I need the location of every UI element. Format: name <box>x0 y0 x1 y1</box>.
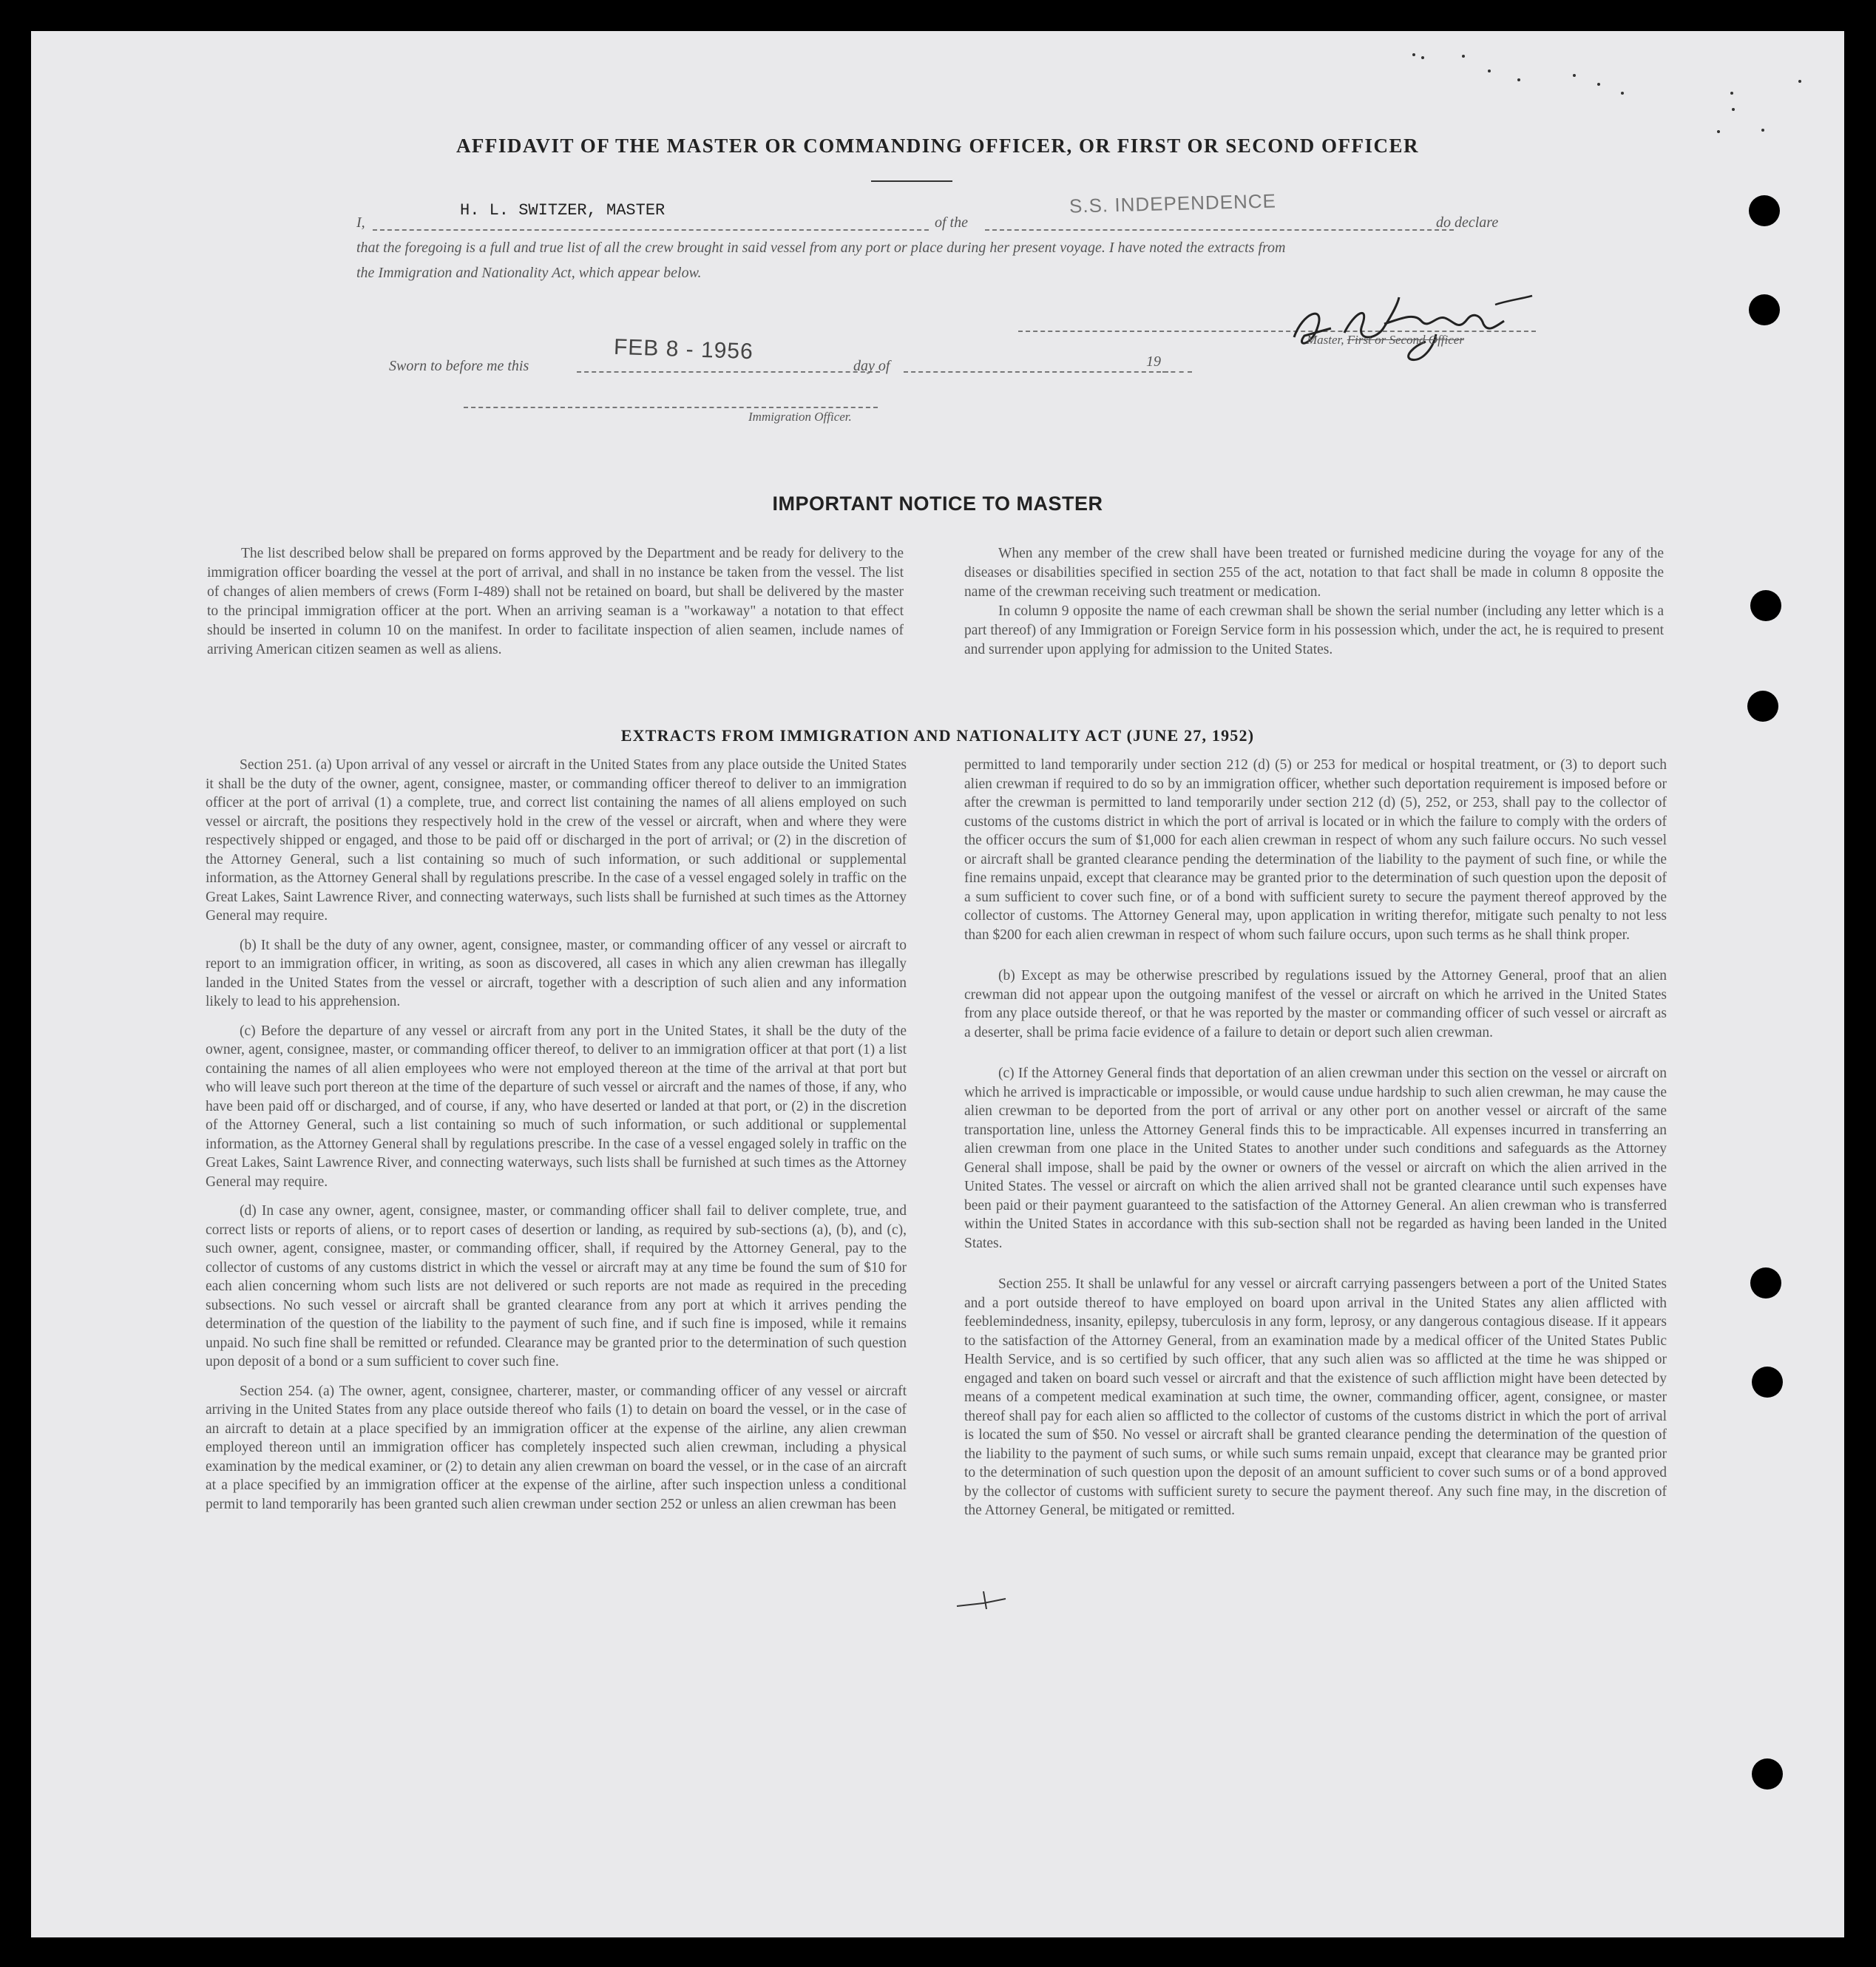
year-blank-line <box>1162 371 1192 373</box>
punch-hole <box>1752 1758 1783 1790</box>
master-name: H. L. SWITZER, MASTER <box>460 201 666 220</box>
section-251-b: (b) It shall be the duty of any owner, agent, consignee, master, or commanding officer of any vessel or aircraft to report to an immigration officer, in writing, as soon as discovered, all cases in which any alien crewman has illegally landed in the United States from the vessel or aircraft, together with a description of such alien and any information likely to lead to his apprehension. <box>206 937 907 1009</box>
section-251-a: Section 251. (a) Upon arrival of any vessel or aircraft in the United States from any place outside the United States it shall be the duty of the owner, agent, consignee, master, or commanding officer thereof to deliver to an immigration officer at the port of arrival (1) a complete, true, and correct list containing the names of all aliens employed on such vessel or aircraft, the positions they respectively hold in the crew of the vessel or aircraft, when and where they were respectively shipped or engaged, and those to be paid off or discharged in the port of arrival; or (2) in the discretion of the Attorney General, such a list containing so much of such information, or such additional or supplemental information, as the Attorney General shall by regulations prescribe. In the case of a vessel engaged solely in traffic on the Great Lakes, Saint Lawrence River, and connecting waterways, such lists shall be furnished at such times as the Attorney General may require. <box>206 757 907 924</box>
speck <box>1798 80 1801 83</box>
extracts-right-column <box>964 756 1667 1531</box>
day-of-label: day of <box>853 358 890 374</box>
name-blank-line <box>373 229 929 231</box>
month-blank-line <box>904 371 1168 373</box>
speck <box>1717 130 1720 133</box>
extracts-title: EXTRACTS FROM IMMIGRATION AND NATIONALITY ACT (JUNE 27, 1952) <box>620 726 1255 745</box>
speck <box>1730 92 1733 95</box>
signer-caption-struck: First or Second Officer <box>1347 333 1464 347</box>
punch-hole <box>1749 294 1780 325</box>
speck <box>1421 56 1424 59</box>
document-page <box>31 31 1844 1937</box>
title-underline <box>871 180 952 182</box>
signer-caption <box>1307 333 1464 348</box>
speck <box>1597 83 1600 86</box>
punch-hole <box>1750 590 1781 621</box>
speck <box>1573 74 1576 77</box>
notice-right-column <box>964 544 1664 660</box>
section-255: Section 255. It shall be unlawful for any vessel or aircraft carrying passengers between a port of the United States and a port outside thereof to have employed on board upon arrival in the United States any alien afflicted with feeblemindedness, insanity, epilepsy, tuberculosis in any form, leprosy, or any dangerous contagious disease. If it appears to the satisfaction of the Attorney General, from an examination made by a medical officer of the United States Public Health Service, and is so certified by such officer, that any such alien was so afflicted at the time he was shipped or engaged and taken on board such vessel or aircraft and that the existence of such affliction might have been detected by means of a competent medical examination at such time, the owner, commanding officer, agent, consignee, or master thereof shall pay for each alien so afflicted to the collector of customs of the customs district in which the port of arrival is located the sum of $50. No vessel or aircraft shall be granted clearance pending the determination of the question of the liability to the payment of such sums, or while such sums remain unpaid, except that clearance may be granted prior to the determination of such question upon the deposit of an amount sufficient to cover such sums or of a bond approved by the collector of customs with sufficient surety to secure the payment thereof. Any such fine may, in the discretion of the Attorney General, be mitigated or remitted. <box>964 1276 1667 1518</box>
year-prefix: 19 <box>1146 353 1161 370</box>
of-the-label: of the <box>935 214 968 231</box>
declaration-line-2: the Immigration and Nationality Act, which appear below. <box>356 265 702 281</box>
notice-right-paragraph-1: When any member of the crew shall have been treated or furnished medicine during the voyage for any of the diseases or disabilities specified in section 255 of the act, notation to that fact shall be made in column 8 opposite the name of the crewman receiving such treatment or medication. <box>964 546 1664 600</box>
speck <box>1517 78 1520 81</box>
sworn-label: Sworn to before me this <box>389 358 529 374</box>
section-254-a-continued: permitted to land temporarily under section 212 (d) (5) or 253 for medical or hospital treatment, or (3) to deport such alien crewman if required to do so by an immigration officer, whether such deportation requirement is imposed before or after the crewman is permitted to land temporarily under section 212 (d) (5), 252, or 253, shall pay to the collector of customs of the customs district in which the port of arrival is located or in which the failure to comply with the orders of the officer occurs the sum of $1,000 for each alien crewman in respect of whom any such failure occurs. No such vessel or aircraft shall be granted clearance pending the determination of the liability to the payment of such fine, or while the fine remains unpaid, except that clearance may be granted prior to the determination of such question upon the deposit of a sum sufficient to cover such fine, or of a bond with sufficient surety to secure the payment thereof approved by the collector of customs. The Attorney General may, upon application in writing therefor, mitigate such penalty to not less than $200 for each alien crewman in respect of whom such failure occurs, upon such terms as he shall think proper. <box>964 757 1667 943</box>
section-254-b: (b) Except as may be otherwise prescribed by regulations issued by the Attorney General, proof that an alien crewman did not appear upon the outgoing manifest of the vessel or aircraft on which he arrived in the United States from any place outside thereof, or that he was reported by the master or commanding officer of such vessel or aircraft as a deserter, shall be prima facie evidence of a failure to detain or deport such alien crewman. <box>964 968 1667 1040</box>
margin-arrow-mark <box>954 1584 1013 1614</box>
affidavit-title: AFFIDAVIT OF THE MASTER OR COMMANDING OFFICER, OR FIRST OR SECOND OFFICER <box>456 135 1420 157</box>
vessel-name-stamp: S.S. INDEPENDENCE <box>1069 189 1277 217</box>
punch-hole <box>1752 1367 1783 1398</box>
do-declare-label: do declare <box>1436 214 1499 231</box>
speck <box>1761 129 1764 132</box>
section-251-c: (c) Before the departure of any vessel or aircraft from any port in the United States, it shall be the duty of the owner, agent, consignee, master, or commanding officer thereof, to deliver to an immigration officer at that port (1) a list containing the names of all alien employees who were not employed thereon at the time of the arrival at that port but who will leave such port thereon at the time of the departure of such vessel or aircraft and the names of those, if any, who have been paid off or discharged, and of course, if any, who have deserted or landed at that port, or (2) in the discretion of the Attorney General, such a list containing so much of such information, or such additional or supplemental information, as the Attorney General shall by regulations prescribe. In the case of a vessel engaged solely in traffic on the Great Lakes, Saint Lawrence River, and connecting waterways, such lists shall be furnished at such times as the Attorney General may require. <box>206 1023 907 1190</box>
i-label: I, <box>356 214 365 231</box>
master-signature <box>1273 282 1554 371</box>
speck <box>1488 70 1491 72</box>
officer-signature-line <box>464 407 878 408</box>
sworn-date-blank-line <box>577 371 880 373</box>
section-251-d: (d) In case any owner, agent, consignee, master, or commanding officer shall fail to deliver complete, true, and correct lists or reports of aliens, or to report cases of desertion or landing, as required by sub-sections (a), (b), and (c), such owner, agent, consignee, master, or commanding officer, shall, if required by the Attorney General, pay to the collector of customs of any customs district in which the vessel or aircraft may at any time be found the sum of $10 for each alien concerning whom such lists are not delivered or such reports are not made as required in the preceding subsections. No such vessel or aircraft shall be granted clearance from any port at which it arrives pending the determination of the question of the liability to the payment of such fine, and if such fine is imposed, while it remains unpaid. No such fine shall be remitted or refunded. Clearance may be granted prior to the determination of such question upon deposit of a bond or a sum sufficient to cover such fine. <box>206 1203 907 1370</box>
declaration-line-1: that the foregoing is a full and true list of all the crew brought in said vessel from any port or place during her present voyage. I have noted the extracts from <box>356 240 1286 256</box>
notice-left-column <box>207 544 904 660</box>
punch-hole <box>1749 195 1780 226</box>
immigration-officer-caption: Immigration Officer. <box>748 410 852 424</box>
notice-title: IMPORTANT NOTICE TO MASTER <box>772 492 1103 515</box>
notice-right-paragraph-2: In column 9 opposite the name of each crewman shall be shown the serial number (including any letter which is a part thereof) of any Immigration or Foreign Service form in his possession which, under the act, he is required to present and surrender upon applying for admission to the United States. <box>964 603 1664 657</box>
section-254-c: (c) If the Attorney General finds that deportation of an alien crewman under this section on the vessel or aircraft on which he arrived is impracticable or impossible, or would cause undue hardship to such alien crewman, he may cause the alien crewman to be deported from the port of arrival or any other port on another vessel or aircraft of the same transportation line, unless the Attorney General finds this to be impracticable. All expenses incurred in transferring an alien crewman from one place in the United States to another under such conditions and safeguards as the Attorney General shall impose, shall be paid by the owner or owners of the vessel or aircraft on which the alien arrived in the United States. The vessel or aircraft on which the alien arrived shall not be granted clearance until such expenses have been paid or their payment guaranteed to the satisfaction of the Attorney General. An alien crewman who is transferred within the United States in accordance with this sub-section shall not be regarded as having been landed in the United States. <box>964 1066 1667 1251</box>
vessel-blank-line <box>985 229 1454 231</box>
section-254-a: Section 254. (a) The owner, agent, consignee, charterer, master, or commanding officer of any vessel or aircraft arriving in the United States from any place outside thereof who fails (1) to detain on board the vessel, or in the case of an aircraft to detain at a place specified by an immigration officer at the expense of the airline, any alien crewman employed thereon until an immigration officer has completely inspected such alien crewman, including a physical examination by the medical examiner, or (2) to detain any alien crewman on board the vessel, or in the case of an aircraft at a place specified by an immigration officer at the expense of the airline, after such inspection unless a conditional permit to land temporarily has been granted such alien crewman under section 252 or unless an alien crewman has been <box>206 1383 907 1512</box>
notice-left-paragraph: The list described below shall be prepared on forms approved by the Department and be ready for delivery to the immigration officer boarding the vessel at the port of arrival, and shall in no instance be taken from the vessel. The list of changes of alien members of crews (Form I-489) shall not be retained on board, but shall be delivered by the master to the principal immigration officer at the port. When an arriving seaman is a "workaway" a notation to that effect should be inserted in column 10 on the manifest. In order to facilitate inspection of alien seamen, include names of arriving American citizen seamen as well as aliens. <box>207 546 904 657</box>
extracts-left-column <box>206 756 907 1524</box>
speck <box>1621 92 1624 95</box>
signer-caption-master: Master, <box>1307 333 1344 347</box>
speck <box>1462 55 1465 58</box>
punch-hole <box>1747 691 1778 722</box>
punch-hole <box>1750 1267 1781 1299</box>
speck <box>1412 53 1415 56</box>
sworn-date-stamp: FEB 8 - 1956 <box>613 334 754 365</box>
speck <box>1732 108 1735 111</box>
